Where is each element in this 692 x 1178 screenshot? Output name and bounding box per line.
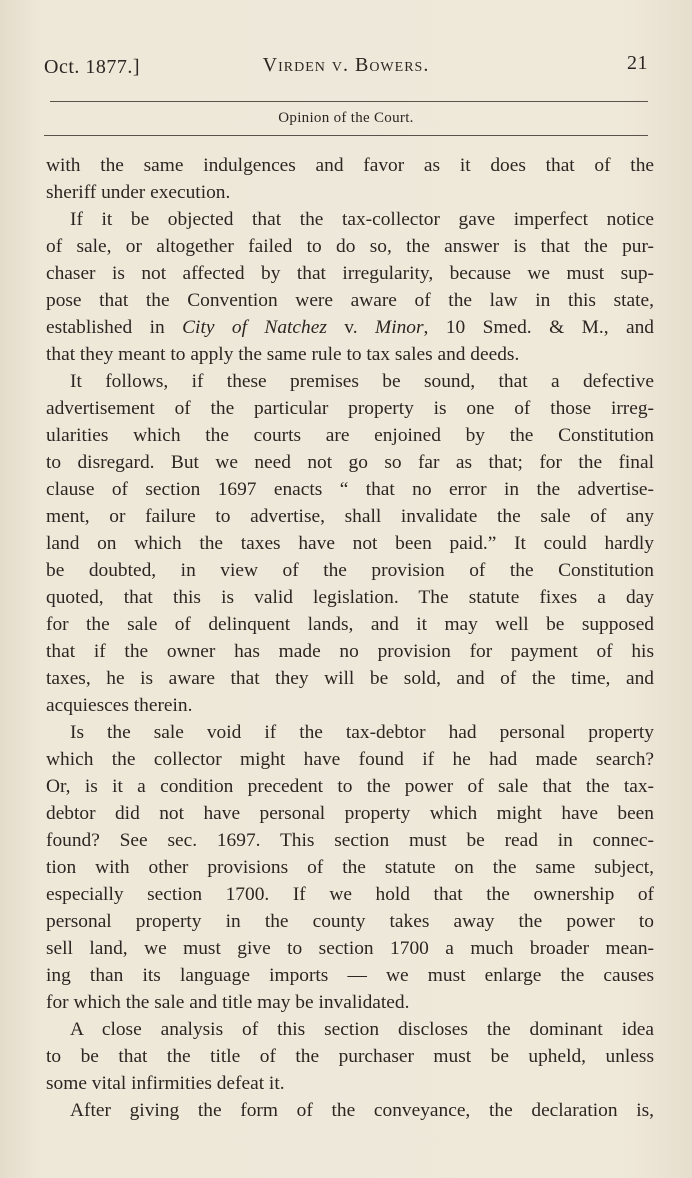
text-line: If it be objected that the tax-collector gave imperfect notice <box>70 209 654 230</box>
header-rule-bottom <box>44 135 648 136</box>
text-line: ment, or failure to advertise, shall invalidate the sale of any <box>46 506 654 527</box>
text-line: that if the owner has made no provision for payment of his <box>46 641 654 662</box>
text-line: Or, is it a condition precedent to the power of sale that the tax- <box>46 776 654 797</box>
text-line: sell land, we must give to section 1700 a much broader mean- <box>46 938 654 959</box>
text-line: ing than its language imports — we must enlarge the causes <box>46 965 654 986</box>
text-line: be doubted, in view of the provision of the Constitution <box>46 560 654 581</box>
text-line: Is the sale void if the tax-debtor had personal property <box>70 722 654 743</box>
text-line: found? See sec. 1697. This section must be read in connec- <box>46 830 654 851</box>
text-line: ularities which the courts are enjoined by the Constitution <box>46 425 654 446</box>
header-rule-top <box>50 101 648 102</box>
text-line: of sale, or altogether failed to do so, the answer is that the pur- <box>46 236 654 257</box>
text-line: debtor did not have personal property which might have been <box>46 803 654 824</box>
page-number: 21 <box>627 52 648 74</box>
case-title: Virden v. Bowers. <box>262 54 430 76</box>
text-line: clause of section 1697 enacts “ that no error in the advertise- <box>46 479 654 500</box>
text-line: some vital infirmities defeat it. <box>46 1073 285 1094</box>
text-line: personal property in the county takes away the power to <box>46 911 654 932</box>
text-line: chaser is not affected by that irregularity, because we must sup- <box>46 263 654 284</box>
text-line: that they meant to apply the same rule to tax sales and deeds. <box>46 344 520 365</box>
running-head <box>44 52 648 82</box>
text-line: pose that the Convention were aware of the law in this state, <box>46 290 654 311</box>
text-line: sheriff under execution. <box>46 182 231 203</box>
term-date: Oct. 1877.] <box>44 56 141 78</box>
text-line: advertisement of the particular property is one of those irreg- <box>46 398 654 419</box>
text-line: to disregard. But we need not go so far as that; for the final <box>46 452 654 473</box>
text-line: It follows, if these premises be sound, that a defective <box>70 371 654 392</box>
text-line: especially section 1700. If we hold that the ownership of <box>46 884 654 905</box>
opinion-subheading: Opinion of the Court. <box>278 110 414 126</box>
text-line: for the sale of delinquent lands, and it may well be supposed <box>46 614 654 635</box>
text-line: land on which the taxes have not been paid.” It could hardly <box>46 533 654 554</box>
text-line: quoted, that this is valid legislation. The statute fixes a day <box>46 587 654 608</box>
opinion-text <box>46 152 654 1124</box>
text-line: with the same indulgences and favor as it does that of the <box>46 155 654 176</box>
text-line: for which the sale and title may be invalidated. <box>46 992 410 1013</box>
text-line: tion with other provisions of the statute on the same subject, <box>46 857 654 878</box>
text-line: acquiesces therein. <box>46 695 193 716</box>
text-line: established in City of Natchez v. Minor, 10 Smed. & M., and <box>46 317 654 338</box>
text-line: After giving the form of the conveyance, the declaration is, <box>70 1100 654 1121</box>
text-line: taxes, he is aware that they will be sold, and of the time, and <box>46 668 654 689</box>
text-line: which the collector might have found if he had made search? <box>46 749 654 770</box>
text-line: A close analysis of this section discloses the dominant idea <box>70 1019 654 1040</box>
text-line: to be that the title of the purchaser must be upheld, unless <box>46 1046 654 1067</box>
